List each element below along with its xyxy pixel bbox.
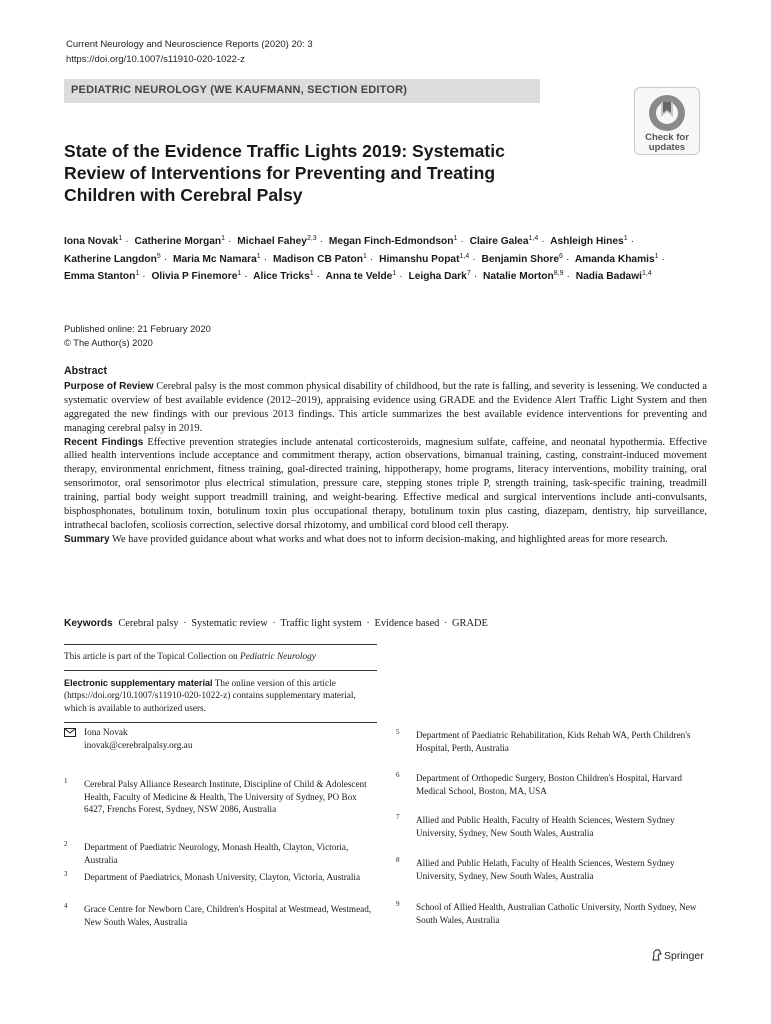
author-affiliation-ref: 1 — [392, 270, 397, 278]
author[interactable] — [64, 236, 122, 247]
corresponding-author — [64, 727, 192, 752]
section-banner: PEDIATRIC NEUROLOGY (WE KAUFMANN, SECTION EDITOR) — [64, 79, 540, 103]
author-name: Olivia P Finemore — [151, 271, 238, 283]
author[interactable] — [409, 271, 471, 282]
affiliation — [64, 778, 379, 816]
affiliation — [396, 857, 711, 882]
envelope-icon — [64, 728, 76, 737]
affiliation-text: Department of Paediatric Rehabilitation, Kids Rehab WA, Perth Children's Hospital, Perth, Australia — [416, 730, 691, 753]
author-name: Leigha Dark — [408, 271, 467, 283]
findings-label: Recent Findings — [64, 436, 144, 448]
author[interactable] — [326, 271, 397, 282]
author-affiliation-ref: 2,3 — [306, 235, 317, 242]
findings-text: Effective prevention strategies include antenatal corticosteroids, magnesium sulfate, caffeine, and neonatal hypothermia. Effective allied health interventions include acceptance and commitment therapy, action observations, bimanual training, casting, constraint-induced movement therapy, environmental enrichment, fitness training, goal-directed training, hippotherapy, home programs, literacy interventions, mobility training, oral sensorimotor, oral sensorimotor plus electrical stimulation, pressure care, stepping stones triple P, strength training, task-specific training, treadmill training, partial body weight support treadmill training, and weight-bearing. Effective medical and surgical interventions include anti-convulsants, bisphosphonates, botulinum toxin, botulinum toxin plus occupational therapy, botulinum toxin plus casting, diazepam, dentistry, hip surveillance, intrathecal baclofen, scoliosis correction, selective dorsal rhizotomy, and umbilical cord blood cell therapy. — [64, 436, 707, 531]
summary-label: Summary — [64, 533, 110, 545]
author-name: Benjamin Shore — [481, 253, 560, 265]
affiliation-text: Grace Centre for Newborn Care, Children's Hospital at Westmead, Westmead, New South Wales, Australia — [84, 904, 372, 927]
author-affiliation-ref: 7 — [466, 270, 471, 278]
author[interactable] — [173, 254, 261, 265]
esm-note — [64, 671, 377, 723]
author-affiliation-ref: 1 — [118, 235, 123, 242]
affiliation-text: School of Allied Health, Australian Catholic University, North Sydney, New South Wales, Australia — [416, 902, 697, 925]
collection-name[interactable]: Pediatric Neurology — [240, 652, 316, 662]
esm-text: The online version of this article (https://doi.org/10.1007/s11910-020-1022-z) contains supplementary material, which is available to authorized users. — [64, 678, 356, 714]
published-date: Published online: 21 February 2020 — [64, 324, 211, 334]
collection-prefix: This article is part of the Topical Collection on — [64, 652, 241, 662]
affiliation-number: 4 — [64, 902, 68, 910]
author[interactable] — [237, 236, 316, 247]
esm-label: Electronic supplementary material — [64, 677, 213, 688]
author-affiliation-ref: 1 — [256, 252, 261, 260]
author-affiliation-ref: 8,9 — [553, 270, 564, 278]
affiliation-text: Department of Orthopedic Surgery, Boston Children's Hospital, Harvard Medical School, Boston, MA, USA — [416, 773, 682, 796]
publisher-logo — [651, 949, 704, 962]
affiliation-number: 3 — [64, 870, 68, 878]
corr-name: Iona Novak — [84, 728, 128, 738]
abstract-heading: Abstract — [64, 365, 107, 377]
purpose-label: Purpose of Review — [64, 380, 154, 392]
affiliation — [396, 729, 711, 754]
author[interactable] — [329, 236, 457, 247]
affiliation-number: 5 — [396, 728, 400, 736]
article-notes-box — [64, 644, 377, 723]
author[interactable] — [379, 254, 469, 265]
author-name: Amanda Khamis — [574, 253, 655, 265]
affiliation — [396, 814, 711, 839]
keyword-item: Traffic light system — [280, 618, 362, 629]
affiliation-number: 1 — [64, 777, 68, 785]
author-name: Nadia Badawi — [575, 271, 642, 283]
keywords-label: Keywords — [64, 618, 113, 629]
author-name: Katherine Langdon — [64, 253, 157, 265]
affiliation — [396, 901, 711, 926]
author-affiliation-ref: 1 — [362, 252, 367, 260]
author[interactable] — [273, 254, 367, 265]
affiliation-text: Department of Paediatrics, Monash University, Clayton, Victoria, Australia — [84, 872, 361, 882]
topical-collection-note — [64, 645, 377, 671]
author-affiliation-ref: 1 — [453, 235, 458, 242]
author-affiliation-ref: 1,4 — [528, 235, 539, 242]
affiliation-number: 9 — [396, 900, 400, 908]
abstract-purpose — [64, 380, 707, 436]
author-name: Iona Novak — [64, 236, 119, 247]
affiliation-number: 2 — [64, 840, 68, 848]
affiliation-text: Department of Paediatric Neurology, Monash Health, Clayton, Victoria, Australia — [84, 842, 349, 865]
author[interactable] — [575, 254, 659, 265]
author[interactable] — [135, 236, 226, 247]
author-affiliation-ref: 6 — [559, 252, 563, 260]
author-affiliation-ref: 1 — [623, 235, 628, 242]
author-name: Maria Mc Namara — [172, 253, 257, 265]
author[interactable] — [470, 236, 539, 247]
author[interactable] — [64, 271, 139, 282]
affiliation-text: Cerebral Palsy Alliance Research Institute, Discipline of Child & Adolescent Health, Faculty of Medicine & Health, The University of Sydney, PO Box 6427, Frenchs Forest, Sydney, NSW 2086, Australia — [84, 779, 367, 814]
author[interactable] — [151, 271, 241, 282]
author-name: Himanshu Popat — [379, 253, 460, 265]
affiliation — [64, 871, 379, 884]
affiliation — [396, 772, 711, 797]
author[interactable] — [576, 271, 652, 282]
doi-link[interactable]: https://doi.org/10.1007/s11910-020-1022-z — [66, 54, 245, 65]
author-affiliation-ref: 1,4 — [641, 270, 652, 278]
publisher-name: Springer — [664, 950, 704, 962]
crossmark-icon — [647, 93, 687, 133]
keyword-item: Evidence based — [374, 618, 440, 629]
author-affiliation-ref: 1 — [221, 235, 226, 242]
keyword-item: Cerebral palsy — [118, 618, 179, 629]
author[interactable] — [481, 254, 562, 265]
author-name: Emma Stanton — [64, 271, 136, 283]
affiliation-text: Allied and Public Health, Faculty of Health Sciences, Western Sydney University, Sydney, New South Wales, Australia — [416, 815, 675, 838]
affiliation-number: 7 — [396, 813, 400, 821]
springer-horse-icon — [651, 949, 662, 961]
author-name: Catherine Morgan — [134, 236, 222, 247]
author-affiliation-ref: 1,4 — [459, 252, 470, 260]
abstract — [64, 365, 707, 547]
abstract-summary — [64, 533, 707, 547]
author[interactable] — [550, 236, 628, 247]
author[interactable] — [483, 271, 564, 282]
author-affiliation-ref: 1 — [654, 252, 659, 260]
author-affiliation-ref: 1 — [309, 270, 314, 278]
author-affiliation-ref: 5 — [156, 252, 161, 260]
publication-info — [64, 322, 211, 350]
author-affiliation-ref: 1 — [135, 270, 140, 278]
author-affiliation-ref: 1 — [237, 270, 242, 278]
check-for-updates-badge[interactable] — [634, 87, 700, 155]
author[interactable] — [253, 271, 314, 282]
author-list: Iona Novak$^1$ · Catherine Morgan$^1$ · Michael Fahey$^{2,3}$ · Megan Finch-Edmondson$^1$ · Claire Galea$^{1,4}$ · Ashleigh Hines$^1$ · Katherine Langdon$^5$ · Maria Mc Namara$^1$ · Madison CB Paton$^1$ · Himanshu Popat$^{1,4}$ · Benjamin Shore$^6$ · Amanda Khamis$^1$ · Emma Stanton$^1$ · Olivia P Finemore$^1$ · Alice Tricks$^1$ · Anna te Velde$^1$ · Leigha Dark$^7$ · Natalie Morton$^{8,9}$ · Nadia Badawi$^{1,4}$ — [64, 235, 665, 283]
keyword-item: GRADE — [452, 618, 488, 629]
article-title: State of the Evidence Traffic Lights 2019: Systematic Review of Interventions for Preventing and Treating Children with Cerebral Palsy — [64, 141, 505, 205]
author-name: Ashleigh Hines — [550, 236, 624, 247]
affiliation-text: Allied and Public Helath, Faculty of Health Sciences, Western Sydney University, Sydney, New South Wales, Australia — [416, 858, 675, 881]
keyword-item: Systematic review — [191, 618, 268, 629]
author-name: Alice Tricks — [253, 271, 310, 283]
author-name: Natalie Morton — [482, 271, 554, 283]
keywords: Keywords Cerebral palsy · Systematic review · Traffic light system · Evidence based · GRADE — [64, 618, 488, 629]
author[interactable] — [64, 254, 161, 265]
copyright-line: © The Author(s) 2020 — [64, 338, 153, 348]
author-name: Megan Finch-Edmondson — [328, 236, 454, 247]
author-name: Claire Galea — [469, 236, 529, 247]
journal-citation: Current Neurology and Neuroscience Reports (2020) 20: 3 — [66, 39, 313, 50]
author-name: Anna te Velde — [325, 271, 393, 283]
badge-line2: updates — [648, 142, 686, 153]
corr-email[interactable]: inovak@cerebralpalsy.org.au — [84, 740, 193, 751]
affiliation-number: 6 — [396, 771, 400, 779]
author-name: Madison CB Paton — [272, 253, 363, 265]
author-name: Michael Fahey — [237, 236, 307, 247]
affiliation — [64, 903, 379, 928]
badge-line1: Check for — [645, 132, 689, 143]
summary-text: We have provided guidance about what works and what does not to inform decision-making, and highlighted areas for more research. — [112, 533, 668, 545]
purpose-text: Cerebral palsy is the most common physical disability of childhood, but the rate is falling, and severity is lessening. We conducted a systematic overview of best available evidence (2012–2019), appraising evidence using GRADE and the Evidence Alert Traffic Light System and then aggregated the new findings with our previous 2013 findings. This article summarizes the best available evidence interventions for preventing and managing cerebral palsy in 2019. — [64, 380, 707, 434]
abstract-findings — [64, 436, 707, 533]
affiliation-number: 8 — [396, 856, 400, 864]
affiliation — [64, 841, 379, 866]
